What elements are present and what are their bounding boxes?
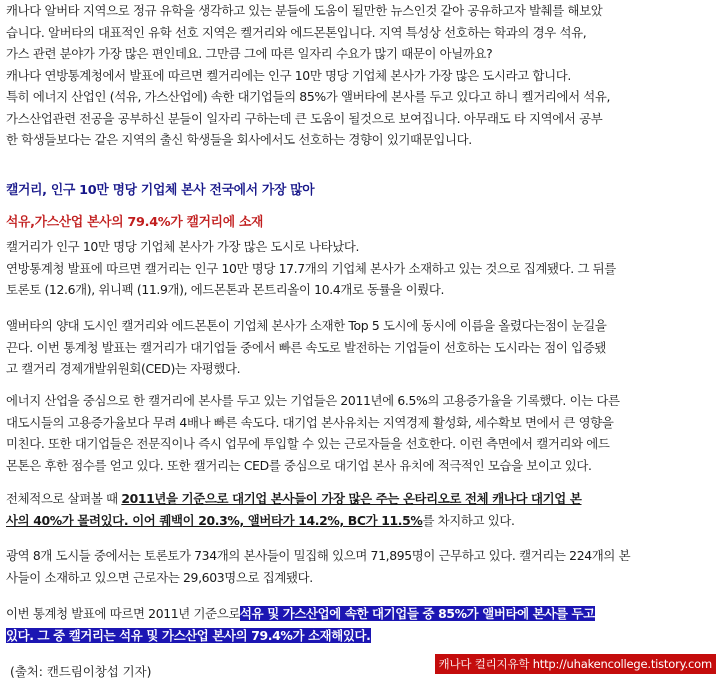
- paragraph-2: [6, 315, 712, 380]
- intro-line: 습니다. 알버타의 대표적인 유학 선호 지역은 켈거리와 에드몬톤입니다. 지역 특성상 선호하는 학과의 경우 석유,: [6, 24, 587, 40]
- paragraph-lead: 이번 통계청 발표에 따르면 2011년 기준으로: [6, 606, 240, 621]
- paragraph-line: [6, 603, 712, 625]
- headline-sub: 석유,가스산업 본사의 79.4%가 캘거리에 소재: [6, 215, 264, 230]
- paragraph-4: [6, 488, 712, 531]
- paragraph-3: [6, 390, 712, 476]
- paragraph-line: 연방통계청 발표에 따르면 캘거리는 인구 10만 명당 17.7개의 기업체 본사가 소재하고 있는 것으로 집계됐다. 그 뒤를: [6, 260, 616, 276]
- intro-line: 캐나다 알버타 지역으로 정규 유학을 생각하고 있는 분들에 도움이 될만한 뉴스인것 같아 공유하고자 발췌를 해보았: [6, 3, 603, 18]
- intro-paragraph: [6, 0, 712, 151]
- paragraph-line: 미친다. 또한 대기업들은 전문직이나 즉시 업무에 투입할 수 있는 근로자들을 선호한다. 이런 측면에서 캘거리와 에드: [6, 436, 610, 451]
- paragraph-line: 캘거리가 인구 10만 명당 기업체 본사가 가장 많은 도시로 나타났다.: [6, 239, 360, 254]
- paragraph-line: 고 캘거리 경제개발위원회(CED)는 자평했다.: [6, 361, 241, 376]
- underlined-statement: 사의 40%가 몰려있다. 이어 퀘백이 20.3%, 앨버타가 14.2%, BC가 11.5%: [6, 512, 423, 528]
- paragraph-tail: 를 차지하고 있다.: [422, 512, 515, 528]
- highlighted-statement: 있다. 그 중 캘거리는 석유 및 가스산업 본사의 79.4%가 소재해있다.: [6, 627, 371, 643]
- headline-main: 캘거리, 인구 10만 명당 기업체 본사 전국에서 가장 많아: [6, 183, 315, 198]
- paragraph-line: [6, 625, 712, 647]
- paragraph-line: [6, 488, 712, 510]
- watermark-banner: 캐나다 컬리지유학 http://uhakencollege.tistory.com: [435, 654, 716, 674]
- intro-line: 한 학생들보다는 같은 지역의 출신 학생들을 회사에서도 선호하는 경향이 있기때문입니다.: [6, 132, 472, 147]
- paragraph-1: [6, 236, 712, 301]
- paragraph-line: 대도시들의 고용증가율보다 무려 4배나 빠른 속도다. 대기업 본사유치는 지역경제 활성화, 세수확보 면에서 큰 영향을: [6, 414, 614, 430]
- intro-line: 가스 관련 분야가 가장 많은 편인데요. 그만큼 그에 따른 일자리 수요가 많기 때문이 아닐까요?: [6, 46, 493, 61]
- paragraph-line: 앨버타의 양대 도시인 캘거리와 에드몬톤이 기업체 본사가 소재한 Top 5 도시에 동시에 이름을 올렸다는점이 눈길을: [6, 318, 607, 333]
- underlined-statement: 2011년을 기준으로 대기업 본사들이 가장 많은 주는 온타리오로 전체 캐나다 대기업 본: [121, 491, 582, 506]
- paragraph-line: 몬톤은 후한 점수를 얻고 있다. 또한 캘거리는 CED를 중심으로 대기업 본사 유치에 적극적인 모습을 보이고 있다.: [6, 457, 592, 473]
- paragraph-line: 사들이 소재하고 있으면 근로자는 29,603명으로 집계됐다.: [6, 569, 313, 585]
- paragraph-6: [6, 603, 712, 646]
- paragraph-line: 끈다. 이번 통계청 발표는 캘거리가 대기업들 중에서 빠른 속도로 발전하는 기업들이 선호하는 도시라는 점이 입증됐: [6, 339, 606, 355]
- intro-line: 특히 에너지 산업인 (석유, 가스산업에) 속한 대기업들의 85%가 앨버타에 본사를 두고 있다고 하니 켈거리에서 석유,: [6, 89, 611, 104]
- highlighted-statement: 석유 및 가스산업에 속한 대기업들 중 85%가 앨버타에 본사를 두고: [240, 606, 595, 621]
- paragraph-line: 에너지 산업을 중심으로 한 캘거리에 본사를 두고 있는 기업들은 2011년에 6.5%의 고용증가율을 기록했다. 이는 다른: [6, 393, 620, 408]
- paragraph-line: 토론토 (12.6개), 위니펙 (11.9개), 에드몬톤과 몬트리올이 10.4개로 동률을 이뤘다.: [6, 282, 445, 297]
- source-credit: (출처: 캔드림이창섭 기자): [10, 664, 152, 679]
- intro-line: 가스산업관련 전공을 공부하신 분들이 일자리 구하는데 큰 도움이 될것으로 보여집니다. 아무래도 타 지역에서 공부: [6, 110, 603, 126]
- paragraph-5: [6, 545, 712, 588]
- paragraph-lead: 전체적으로 살펴볼 때: [6, 491, 122, 506]
- paragraph-line: 광역 8개 도시들 중에서는 토론토가 734개의 본사들이 밀집해 있으며 71,895명이 근무하고 있다. 캘거리는 224개의 본: [6, 548, 631, 563]
- intro-line: 캐나다 연방통계청에서 발표에 따르면 켈거리에는 인구 10만 명당 기업체 본사가 가장 많은 도시라고 합니다.: [6, 67, 571, 83]
- paragraph-line: [6, 510, 712, 532]
